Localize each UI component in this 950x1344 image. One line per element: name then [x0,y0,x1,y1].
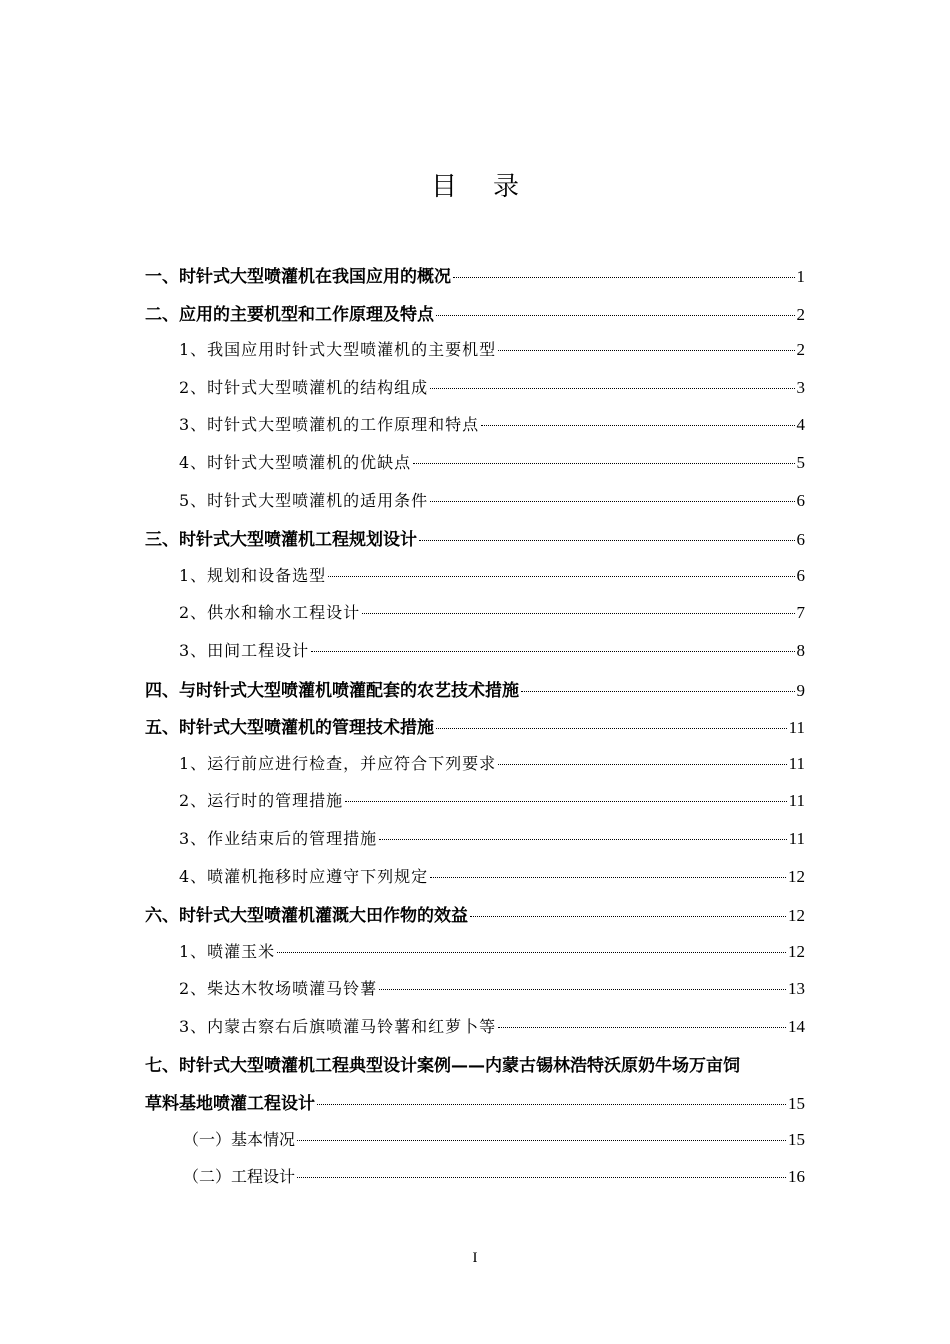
toc-entry-title: 3、作业结束后的管理措施 [179,828,378,848]
toc-leader-dots [521,691,795,692]
toc-entry[interactable] [145,1164,805,1202]
toc-leader-dots [379,839,786,840]
toc-entry[interactable] [145,525,805,563]
toc-leader-dots [277,952,786,953]
toc-entry-page: 4 [796,415,805,435]
toc-entry-title: 1、喷灌玉米 [179,941,276,961]
toc-entry[interactable] [145,826,805,864]
toc-leader-dots [436,728,787,729]
toc-entry[interactable] [145,788,805,826]
toc-entry-title: 六、时针式大型喷灌机灌溉大田作物的效益 [145,906,468,927]
toc-leader-dots [436,315,795,316]
toc-entry[interactable] [145,676,805,714]
toc-entry-title: 3、内蒙古察右后旗喷灌马铃薯和红萝卜等 [179,1016,497,1036]
toc-leader-dots [311,651,794,652]
toc-entry-title: 3、田间工程设计 [179,640,310,660]
toc-entry[interactable] [145,300,805,338]
toc-entry[interactable] [145,976,805,1014]
toc-leader-dots [413,463,794,464]
toc-leader-dots [481,425,794,426]
toc-leader-dots [430,877,786,878]
toc-entry[interactable] [145,1051,805,1089]
toc-entry[interactable] [145,450,805,488]
toc-leader-dots [345,801,786,802]
toc-entry-title: 二、应用的主要机型和工作原理及特点 [145,304,434,325]
toc-leader-dots [362,613,794,614]
toc-leader-dots [430,501,794,502]
toc-leader-dots [430,388,794,389]
toc-entry-page: 11 [788,791,805,811]
toc-entry-title: （二）工程设计 [183,1167,296,1187]
toc-leader-dots [328,576,794,577]
toc-entry[interactable] [145,375,805,413]
toc-entry-title: 2、供水和输水工程设计 [179,603,361,623]
toc-entry-title: 4、时针式大型喷灌机的优缺点 [179,452,412,472]
toc-leader-dots [498,350,794,351]
toc-entry-title: 2、时针式大型喷灌机的结构组成 [179,377,429,397]
toc-entry-title: 1、运行前应进行检查，并应符合下列要求 [179,753,497,773]
table-of-contents [145,262,805,1202]
toc-entry[interactable] [145,262,805,300]
toc-entry-page: 6 [796,565,805,585]
toc-entry[interactable] [145,412,805,450]
toc-entry-page: 12 [788,906,805,926]
toc-entry-title: 四、与时针式大型喷灌机喷灌配套的农艺技术措施 [145,680,519,701]
page-title: 目录 [430,172,555,202]
toc-leader-dots [453,277,795,278]
toc-entry[interactable] [145,638,805,676]
toc-leader-dots [297,1177,786,1178]
toc-entry[interactable] [145,751,805,789]
toc-leader-dots [419,540,795,541]
toc-entry[interactable] [145,600,805,638]
toc-entry-page: 12 [788,941,805,961]
toc-entry[interactable] [145,337,805,375]
toc-entry[interactable] [145,864,805,902]
toc-entry-page: 12 [788,866,805,886]
toc-entry-page: 14 [788,1016,805,1036]
toc-entry-page: 5 [796,452,805,472]
toc-entry-page: 16 [788,1167,805,1187]
toc-entry-page: 2 [796,340,805,360]
toc-entry[interactable] [145,939,805,977]
toc-entry-page: 3 [796,377,805,397]
toc-entry[interactable] [145,1089,805,1127]
toc-entry[interactable] [145,1127,805,1165]
toc-entry-page: 6 [796,530,805,550]
toc-entry-title: 三、时针式大型喷灌机工程规划设计 [145,530,417,551]
toc-leader-dots [317,1104,786,1105]
toc-entry-page: 11 [788,753,805,773]
toc-entry-page: 7 [796,603,805,623]
toc-entry-title: （一）基本情况 [183,1129,296,1149]
toc-entry[interactable] [145,1014,805,1052]
toc-entry-title: 草料基地喷灌工程设计 [145,1094,315,1115]
toc-entry-title: 2、柴达木牧场喷灌马铃薯 [179,979,378,999]
toc-entry-page: 8 [796,640,805,660]
toc-entry[interactable] [145,713,805,751]
toc-entry-title: 七、时针式大型喷灌机工程典型设计案例——内蒙古锡林浩特沃原奶牛场万亩饲 [145,1056,740,1077]
toc-entry-page: 13 [788,979,805,999]
toc-entry-page: 2 [796,304,805,324]
toc-entry-title: 5、时针式大型喷灌机的适用条件 [179,490,429,510]
toc-entry-page: 15 [788,1094,805,1114]
toc-entry-page: 11 [788,828,805,848]
toc-entry-page: 1 [796,267,805,286]
toc-entry[interactable] [145,901,805,939]
toc-entry-page: 9 [796,680,805,700]
toc-entry-title: 3、时针式大型喷灌机的工作原理和特点 [179,415,480,435]
toc-entry-page: 6 [796,490,805,510]
toc-entry-title: 五、时针式大型喷灌机的管理技术措施 [145,718,434,739]
toc-entry-title: 1、我国应用时针式大型喷灌机的主要机型 [179,340,497,360]
toc-entry-title: 1、规划和设备选型 [179,565,327,585]
toc-entry-title: 一、时针式大型喷灌机在我国应用的概况 [145,267,451,287]
toc-entry[interactable] [145,488,805,526]
toc-leader-dots [297,1140,786,1141]
toc-entry-page: 15 [788,1129,805,1149]
toc-leader-dots [470,916,786,917]
page-number-footer: I [472,1250,478,1266]
toc-leader-dots [498,1027,786,1028]
toc-entry-title: 2、运行时的管理措施 [179,791,344,811]
toc-entry[interactable] [145,563,805,601]
toc-leader-dots [379,989,786,990]
toc-leader-dots [498,764,786,765]
toc-entry-page: 11 [788,718,805,738]
toc-entry-title: 4、喷灌机拖移时应遵守下列规定 [179,866,429,886]
